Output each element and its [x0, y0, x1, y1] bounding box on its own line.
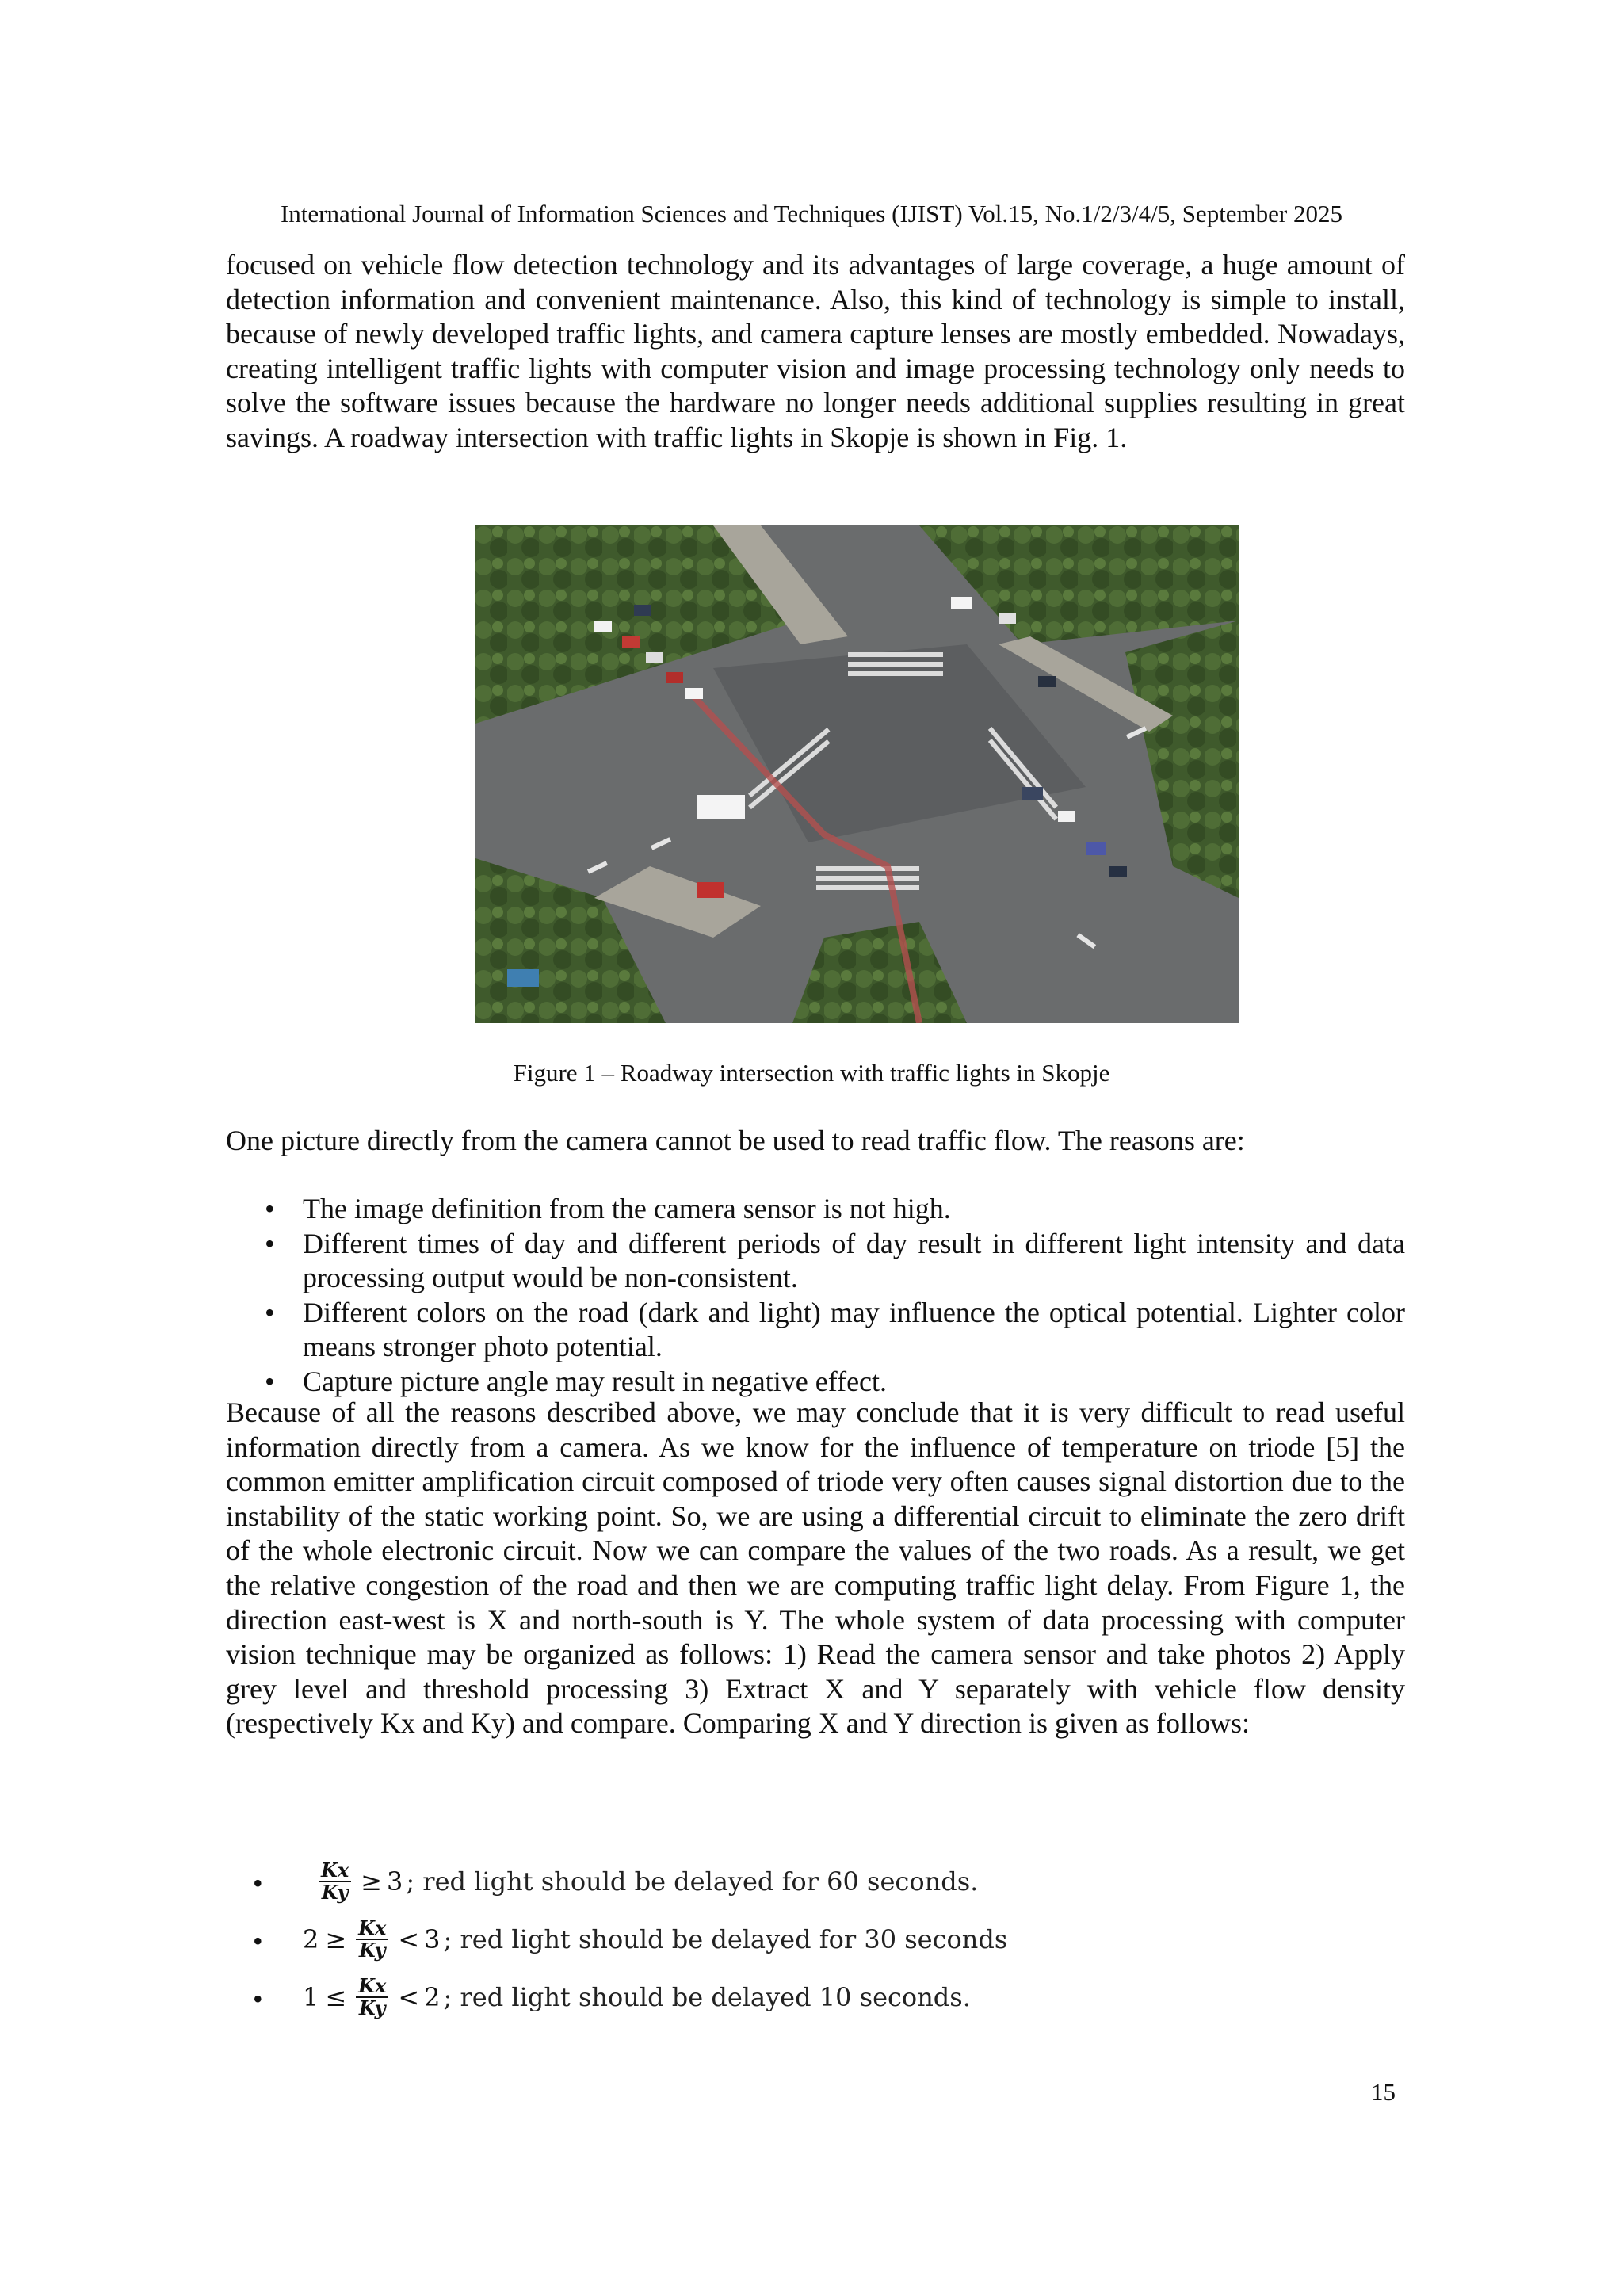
rule-rhs: 3 — [386, 1866, 403, 1897]
fraction-denominator: Ky — [358, 1996, 386, 2019]
delay-rule — [226, 1968, 1405, 2026]
rule-lhs: 1 — [303, 1981, 319, 2012]
list-item — [226, 1365, 1405, 1400]
fraction-denominator: Ky — [321, 1880, 349, 1904]
list-item — [226, 1296, 1405, 1365]
intersection-photo — [475, 525, 1239, 1023]
delay-rule — [226, 1910, 1405, 1968]
rule-text: ; red light should be delayed for 60 seconds. — [406, 1866, 979, 1897]
rule-op1: ≤ — [325, 1981, 347, 2012]
page-number: 15 — [1371, 2078, 1396, 2106]
intersection-illustration — [475, 525, 1239, 1023]
bullet: • — [265, 1365, 275, 1397]
bullet: • — [265, 1296, 275, 1328]
rule-text: ; red light should be delayed for 30 seconds — [443, 1924, 1008, 1954]
fraction-numerator: Kx — [356, 1976, 388, 1998]
fraction-numerator: Kx — [356, 1918, 388, 1940]
list-item-text: Capture picture angle may result in negative effect. — [303, 1365, 888, 1397]
fraction — [319, 1860, 351, 1903]
delay-rules-list — [226, 1852, 1405, 2026]
list-item-text: Different colors on the road (dark and light) may influence the optical potential. Lighter color means stronger photo potential. — [303, 1296, 1405, 1363]
rule-rhs: 2 — [424, 1981, 441, 2012]
delay-rule — [226, 1852, 1405, 1910]
list-item-text: The image definition from the camera sensor is not high. — [303, 1193, 951, 1224]
rule-op2: < — [398, 1924, 420, 1954]
rule-text: ; red light should be delayed 10 seconds. — [443, 1981, 971, 2012]
list-item — [226, 1227, 1405, 1296]
running-header: International Journal of Information Sciences and Techniques (IJIST) Vol.15, No.1/2/3/4/5, September 2025 — [280, 200, 1343, 227]
rule-op2: < — [398, 1981, 420, 2012]
fraction — [356, 1973, 388, 2019]
rule-op2: ≥ — [361, 1866, 382, 1897]
bullet: • — [253, 1867, 263, 1899]
main-paragraph: Because of all the reasons described above, we may conclude that it is very difficult to read useful information directly from a camera. As we know for the influence of temperature on triode [5] the common emitter amplification circuit composed of triode very often causes signal distortion due to the instability of the static working point. So, we are using a differential circuit to eliminate the zero drift of the whole electronic circuit. Now we can compare the values of the two roads. As a result, we get the relative congestion of the road and then we are computing traffic light delay. From Figure 1, the direction east-west is X and north-south is Y. The whole system of data processing with computer vision technique may be organized as follows: 1) Read the camera sensor and take photos 2) Apply grey level and threshold processing 3) Extract X and Y separately with vehicle flow density (respectively Kx and Ky) and compare. Comparing X and Y direction is given as follows: — [226, 1396, 1405, 1740]
bullet: • — [253, 1925, 263, 1957]
fraction-denominator: Ky — [358, 1938, 386, 1962]
rule-lhs: 2 — [303, 1924, 319, 1954]
bullet: • — [253, 1983, 263, 2015]
rule-op1: ≥ — [325, 1924, 347, 1954]
intro-paragraph: focused on vehicle flow detection technology and its advantages of large coverage, a huge amount of detection information and convenient maintenance. Also, this kind of technology is simple to install, because of newly developed traffic lights, and camera capture lenses are mostly embedded. Nowadays, creating intelligent traffic lights with computer vision and image processing technology only needs to solve the software issues because the hardware no longer needs additional supplies resulting in great savings. A roadway intersection with traffic lights in Skopje is shown in Fig. 1. — [226, 249, 1405, 453]
lead-sentence: One picture directly from the camera cannot be used to read traffic flow. The reasons are: — [226, 1125, 1245, 1156]
list-item — [226, 1192, 1405, 1227]
figure-caption: Figure 1 – Roadway intersection with traffic lights in Skopje — [513, 1059, 1110, 1087]
bullet: • — [265, 1227, 275, 1259]
rule-rhs: 3 — [424, 1924, 441, 1954]
fraction — [356, 1918, 388, 1961]
list-item-text: Different times of day and different periods of day result in different light intensity and data processing output would be non-consistent. — [303, 1227, 1405, 1294]
fraction-numerator: Kx — [319, 1860, 351, 1882]
bullet: • — [265, 1193, 275, 1224]
reasons-list — [226, 1192, 1405, 1400]
